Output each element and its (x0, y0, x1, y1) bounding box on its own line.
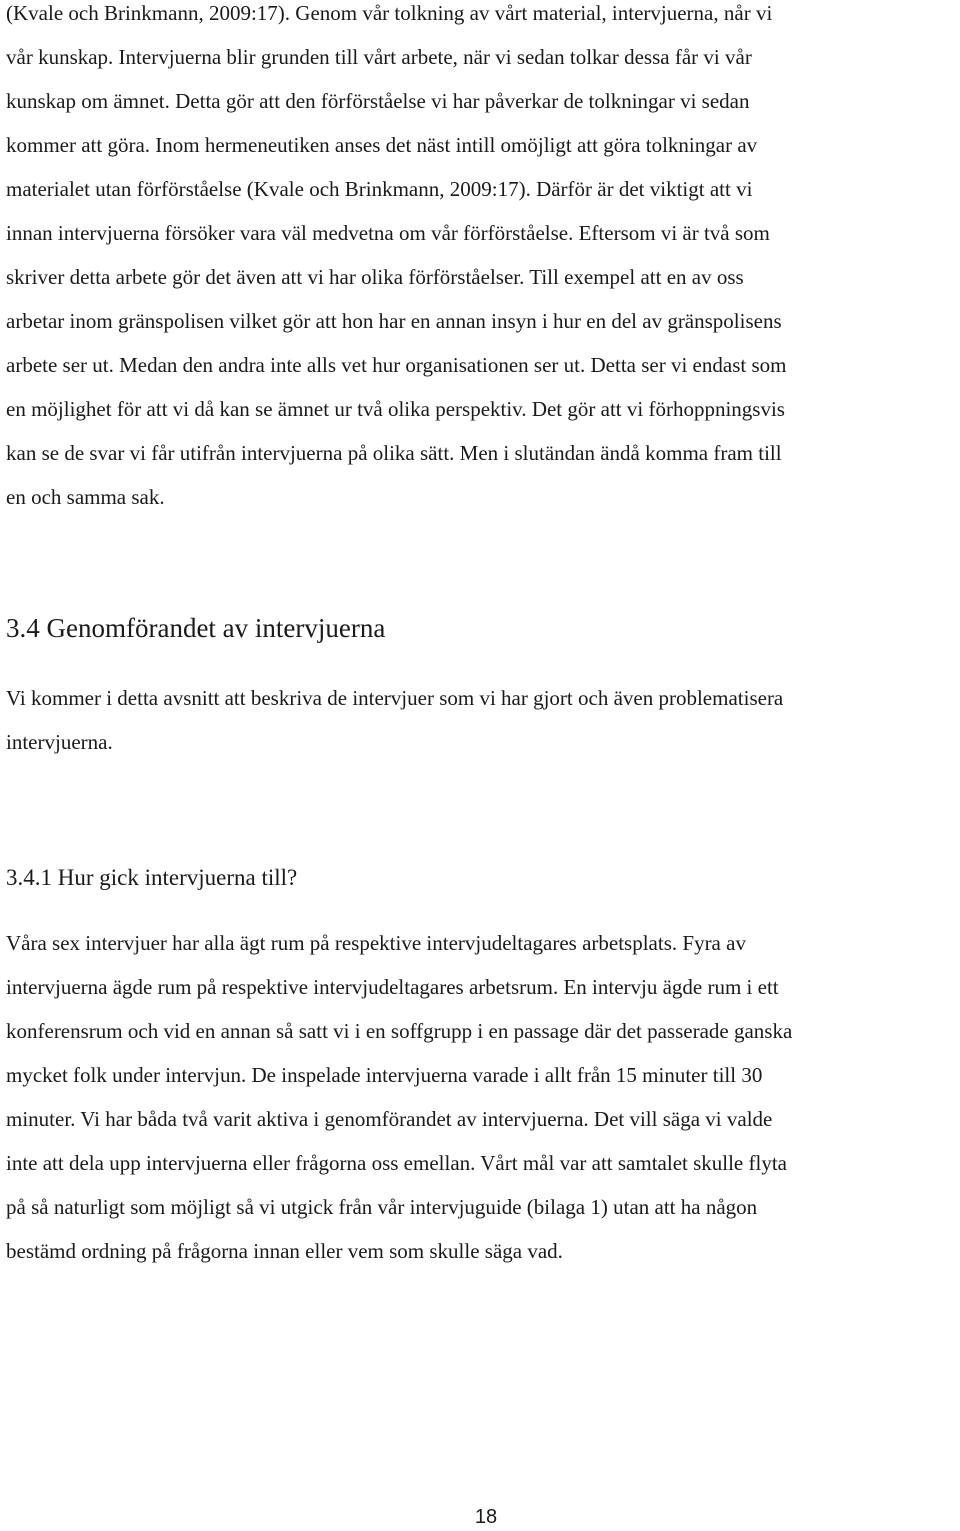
text-line: Vi kommer i detta avsnitt att beskriva de intervjuer som vi har gjort och även problematisera (6, 686, 784, 710)
text-line: arbete ser ut. Medan den andra inte alls vet hur organisationen ser ut. Detta ser vi endast som (6, 353, 787, 377)
body-paragraph (6, 0, 956, 519)
body-paragraph (6, 921, 956, 1273)
text-line: inte att dela upp intervjuerna eller frågorna oss emellan. Vårt mål var att samtalet skulle flyta (6, 1151, 787, 1175)
text-line: (Kvale och Brinkmann, 2009:17). Genom vår tolkning av vårt material, intervjuerna, når vi (6, 1, 773, 25)
text-line: kan se de svar vi får utifrån intervjuerna på olika sätt. Men i slutändan ändå komma fram till (6, 441, 782, 465)
text-line: bestämd ordning på frågorna innan eller vem som skulle säga vad. (6, 1239, 563, 1263)
text-line: Våra sex intervjuer har alla ägt rum på respektive intervjudeltagares arbetsplats. Fyra av (6, 931, 746, 955)
text-line: mycket folk under intervjun. De inspelade intervjuerna varade i allt från 15 minuter till 30 (6, 1063, 763, 1087)
text-line: minuter. Vi har båda två varit aktiva i genomförandet av intervjuerna. Det vill säga vi valde (6, 1107, 773, 1131)
text-line: intervjuerna. (6, 730, 113, 754)
text-line: kommer att göra. Inom hermeneutiken anses det näst intill omöjligt att göra tolkningar av (6, 133, 758, 157)
text-line: kunskap om ämnet. Detta gör att den förförståelse vi har påverkar de tolkningar vi sedan (6, 89, 750, 113)
subsection-heading: 3.4.1 Hur gick intervjuerna till? (6, 865, 298, 890)
text-line: arbetar inom gränspolisen vilket gör att hon har en annan insyn i hur en del av gränspolisens (6, 309, 782, 333)
page-number: 18 (474, 1506, 498, 1528)
text-line: en möjlighet för att vi då kan se ämnet ur två olika perspektiv. Det gör att vi förhoppningsvis (6, 397, 785, 421)
text-line: innan intervjuerna försöker vara väl medvetna om vår förförståelse. Eftersom vi är två som (6, 221, 770, 245)
text-line: materialet utan förförståelse (Kvale och Brinkmann, 2009:17). Därför är det viktigt att vi (6, 177, 753, 201)
text-line: en och samma sak. (6, 485, 165, 509)
body-paragraph (6, 676, 956, 764)
text-line: konferensrum och vid en annan så satt vi i en soffgrupp i en passage där det passerade ganska (6, 1019, 793, 1043)
text-line: skriver detta arbete gör det även att vi har olika förförståelser. Till exempel att en av oss (6, 265, 744, 289)
text-line: på så naturligt som möjligt så vi utgick från vår intervjuguide (bilaga 1) utan att ha någon (6, 1195, 758, 1219)
text-line: intervjuerna ägde rum på respektive intervjudeltagares arbetsrum. En intervju ägde rum i ett (6, 975, 779, 999)
section-heading: 3.4 Genomförandet av intervjuerna (6, 613, 386, 643)
text-line: vår kunskap. Intervjuerna blir grunden till vårt arbete, när vi sedan tolkar dessa får vi vår (6, 45, 752, 69)
